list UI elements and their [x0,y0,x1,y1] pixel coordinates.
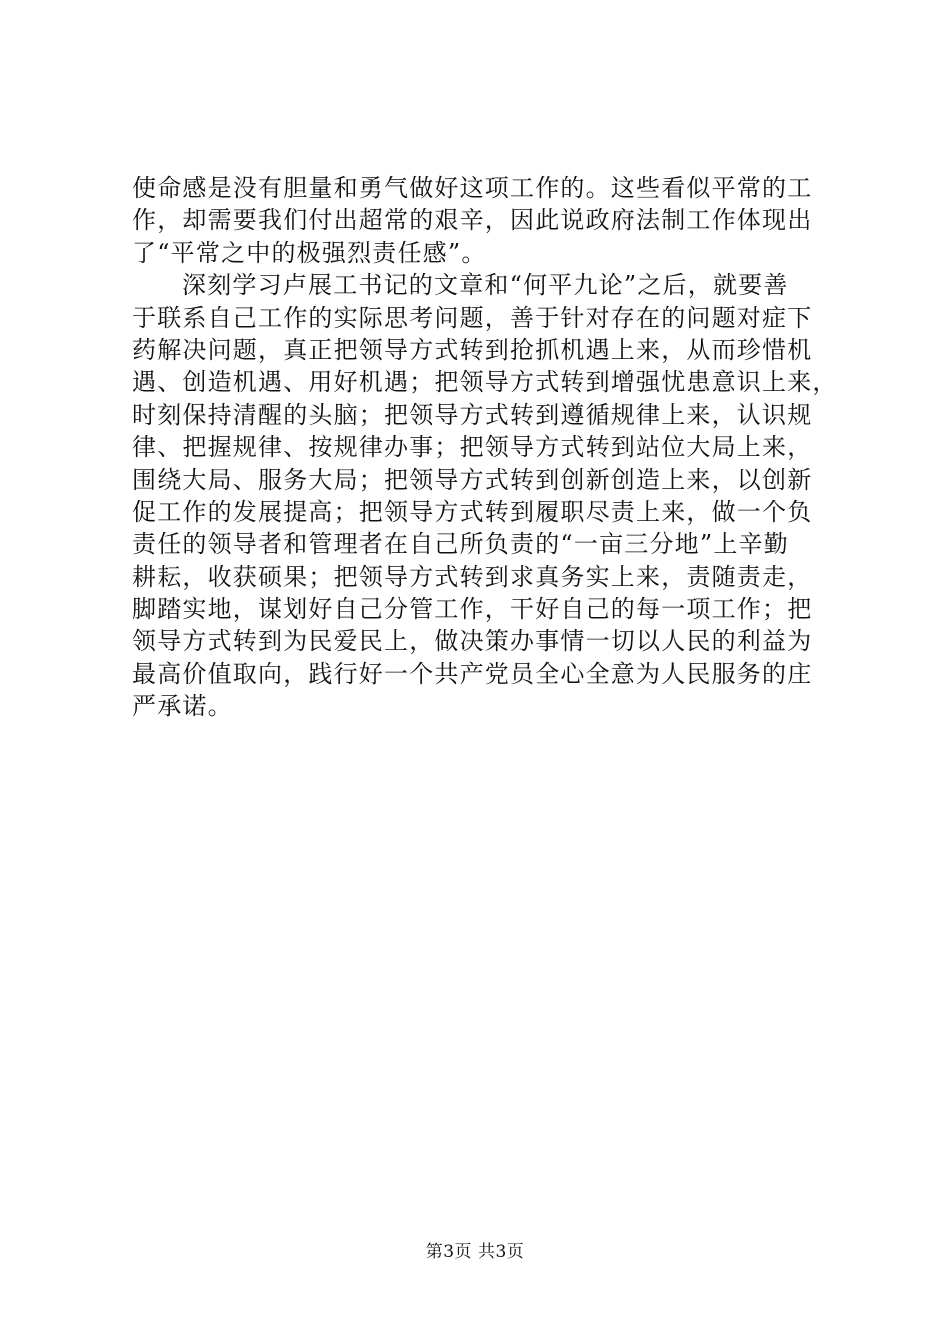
text-line: 作，却需要我们付出超常的艰辛，因此说政府法制工作体现出 [132,206,813,235]
text-line: 严承诺。 [132,692,233,721]
page-number-footer: 第3页 共3页 [425,1242,525,1262]
text-line: 最高价值取向，践行好一个共产党员全心全意为人民服务的庄 [132,659,813,688]
text-line: 促工作的发展提高；把领导方式转到履职尽责上来，做一个负 [132,497,813,526]
text-line: 责任的领导者和管理者在自己所负责的“一亩三分地”上辛勤 [132,530,789,559]
text-line: 药解决问题，真正把领导方式转到抢抓机遇上来，从而珍惜机 [132,335,813,364]
document-body [132,172,838,755]
text-line: 遇、创造机遇、用好机遇；把领导方式转到增强忧患意识上来， [132,368,838,397]
text-line: 律、把握规律、按规律办事；把领导方式转到站位大局上来， [132,433,813,462]
text-line: 时刻保持清醒的头脑；把领导方式转到遵循规律上来，认识规 [132,400,813,429]
text-line: 了“平常之中的极强烈责任感”。 [132,238,487,267]
text-line: 深刻学习卢展工书记的文章和“何平九论”之后，就要善 [182,271,789,300]
text-line: 于联系自己工作的实际思考问题，善于针对存在的问题对症下 [132,303,813,332]
text-line: 脚踏实地，谋划好自己分管工作，干好自己的每一项工作；把 [132,595,813,624]
paragraph-1 [132,172,822,269]
text-line: 使命感是没有胆量和勇气做好这项工作的。这些看似平常的工 [132,174,813,202]
paragraph-2 [132,269,838,755]
text-line: 耕耘，收获硕果；把领导方式转到求真务实上来，责随责走， [132,562,813,591]
text-line: 领导方式转到为民爱民上，做决策办事情一切以人民的利益为 [132,627,813,656]
text-line [132,723,822,755]
text-line: 围绕大局、服务大局；把领导方式转到创新创造上来，以创新 [132,465,813,494]
